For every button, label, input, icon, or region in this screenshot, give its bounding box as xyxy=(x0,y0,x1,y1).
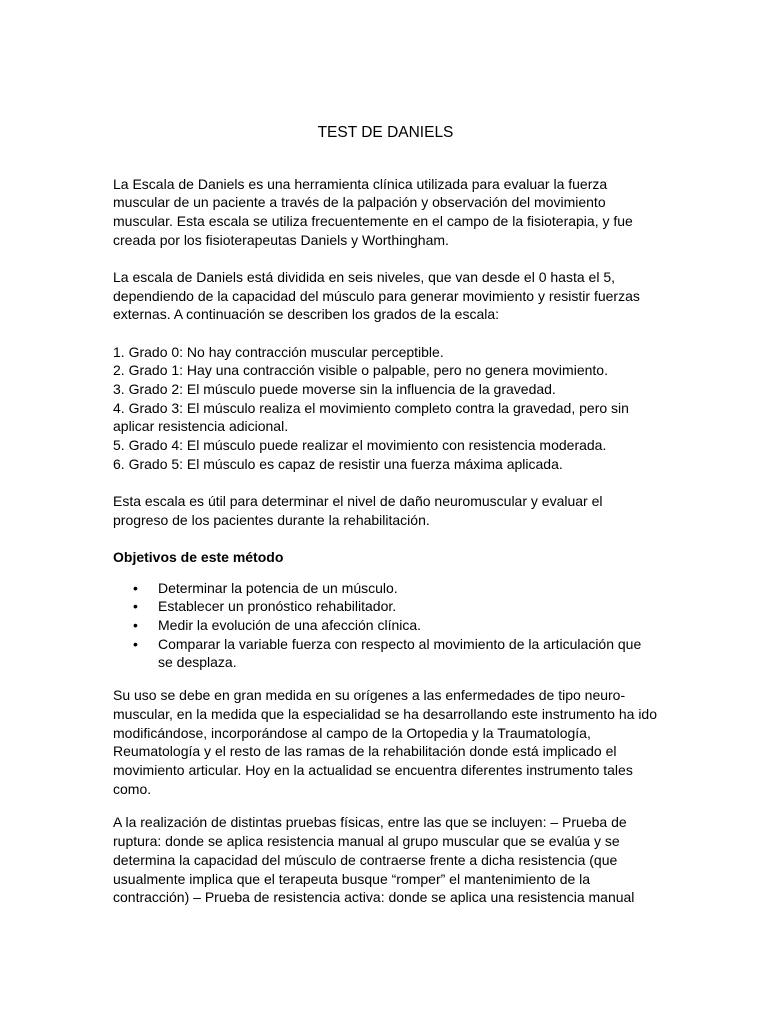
objective-text: Comparar la variable fuerza con respecto al movimiento de la articulación que se desplaza. xyxy=(158,635,642,671)
grades-list xyxy=(113,343,658,474)
bullet-icon: • xyxy=(133,617,138,634)
grade-item: 4. Grado 3: El músculo realiza el movimiento completo contra la gravedad, pero sin aplicar resistencia adicional. xyxy=(113,399,629,435)
list-item xyxy=(113,579,658,598)
objectives-list xyxy=(113,579,658,673)
intro-paragraph: La Escala de Daniels es una herramienta clínica utilizada para evaluar la fuerza muscular de un paciente a través de la palpación y observación del movimiento muscular. Esta escala se utiliza frecuentemente en el campo de la fisioterapia, y fue creada por los fisioterapeutas Daniels y Worthingham. xyxy=(113,175,633,248)
bullet-icon: • xyxy=(133,598,138,615)
bullet-icon: • xyxy=(133,579,138,596)
list-item xyxy=(113,597,658,616)
grade-item: 1. Grado 0: No hay contracción muscular perceptible. xyxy=(113,343,444,360)
objective-text: Medir la evolución de una afección clínica. xyxy=(158,617,422,634)
list-item xyxy=(113,635,658,672)
grade-item: 2. Grado 1: Hay una contracción visible o palpable, pero no genera movimiento. xyxy=(113,362,608,379)
levels-intro-paragraph: La escala de Daniels está dividida en seis niveles, que van desde el 0 hasta el 5, dependiendo de la capacidad del músculo para generar movimiento y resistir fuerzas externas. A continuación se describen los grados de la escala: xyxy=(113,269,640,323)
list-item xyxy=(113,616,658,635)
objectives-heading: Objetivos de este método xyxy=(113,548,284,565)
bullet-icon: • xyxy=(133,635,138,652)
usefulness-paragraph: Esta escala es útil para determinar el nivel de daño neuromuscular y evaluar el progreso de los pacientes durante la rehabilitación. xyxy=(113,493,603,528)
usage-paragraph: Su uso se debe en gran medida en su orígenes a las enfermedades de tipo neuro-muscular, en la medida que la especialidad se ha desarrollando este instrumento ha ido modificándose, incorporándose al campo de la Ortopedia y la Traumatología, Reumatología y el resto de las ramas de la rehabilitación donde está implicado el movimiento articular. Hoy en la actualidad se encuentra diferentes instrumento tales como. xyxy=(113,687,658,797)
objective-text: Determinar la potencia de un músculo. xyxy=(158,579,398,596)
tests-paragraph: A la realización de distintas pruebas físicas, entre las que se incluyen: – Prueba de ruptura: donde se aplica resistencia manual al grupo muscular que se evalúa y se determina la capacidad del músculo de contraerse frente a dicha resistencia (que usualmente implica que el terapeuta busque “romper” el mantenimiento de la contracción) – Prueba de resistencia activa: donde se aplica una resistencia manual xyxy=(113,814,635,906)
document-page xyxy=(113,124,658,922)
grade-item: 3. Grado 2: El músculo puede moverse sin la influencia de la gravedad. xyxy=(113,381,556,398)
grade-item: 6. Grado 5: El músculo es capaz de resistir una fuerza máxima aplicada. xyxy=(113,455,563,472)
document-title: TEST DE DANIELS xyxy=(317,124,454,141)
objective-text: Establecer un pronóstico rehabilitador. xyxy=(158,598,397,615)
grade-item: 5. Grado 4: El músculo puede realizar el movimiento con resistencia moderada. xyxy=(113,437,607,454)
